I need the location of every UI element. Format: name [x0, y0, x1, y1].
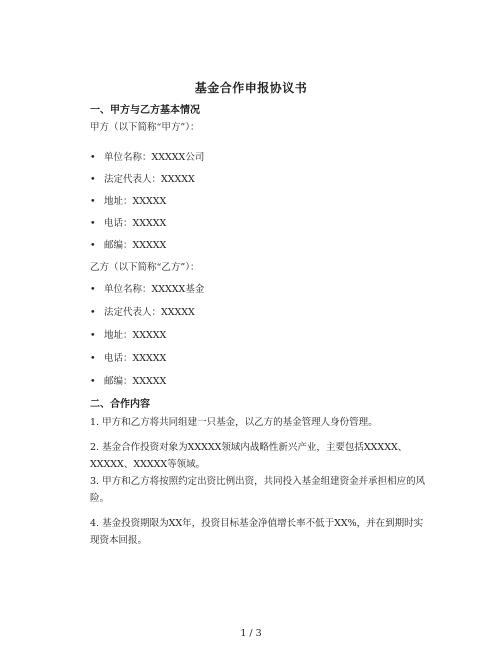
- cooperation-item-2: 2. 基金合作投资对象为XXXXX领域内战略性新兴产业，主要包括XXXXX、XXXXX、XXXXX等领域。: [90, 442, 408, 470]
- cooperation-item-1: 1. 甲方和乙方将共同组建一只基金，以乙方的基金管理人身份管理。: [90, 417, 378, 428]
- list-item: • 电话：XXXXX: [90, 353, 167, 364]
- list-item: • 单位名称：XXXXX公司: [90, 152, 205, 163]
- document-title: 基金合作申报协议书: [194, 81, 308, 95]
- list-item: • 电话：XXXXX: [90, 218, 167, 229]
- section-heading-basic-info: 一、甲方与乙方基本情况: [90, 105, 200, 116]
- party-b-address: 地址：XXXXX: [104, 330, 167, 341]
- section-heading-cooperation: 二、合作内容: [90, 399, 150, 410]
- list-item: • 地址：XXXXX: [90, 330, 167, 341]
- party-a-intro: 甲方（以下简称“甲方”）：: [90, 122, 200, 133]
- party-b-representative: 法定代表人：XXXXX: [104, 307, 195, 318]
- list-item: • 地址：XXXXX: [90, 196, 167, 207]
- list-item: • 法定代表人：XXXXX: [90, 174, 195, 185]
- list-item: • 邮编：XXXXX: [90, 376, 167, 387]
- party-b-postcode: 邮编：XXXXX: [104, 376, 167, 387]
- list-item: • 法定代表人：XXXXX: [90, 307, 195, 318]
- cooperation-item-3: 3. 甲方和乙方将按照约定出资比例出资，共同投入基金组建资金并承担相应的风险。: [90, 476, 426, 504]
- party-a-name: 单位名称：XXXXX公司: [104, 152, 205, 163]
- party-a-postcode: 邮编：XXXXX: [104, 240, 167, 251]
- list-item: • 邮编：XXXXX: [90, 240, 167, 251]
- list-item: • 单位名称：XXXXX基金: [90, 284, 205, 295]
- party-b-name: 单位名称：XXXXX基金: [104, 284, 205, 295]
- party-b-phone: 电话：XXXXX: [104, 353, 167, 364]
- party-a-phone: 电话：XXXXX: [104, 218, 167, 229]
- party-a-address: 地址：XXXXX: [104, 196, 167, 207]
- cooperation-item-4: 4. 基金投资期限为XX年，投资目标基金净值增长率不低于XX%，并在到期时实现资本回报。: [90, 518, 424, 546]
- page-number: 1 / 3: [240, 628, 262, 639]
- party-a-representative: 法定代表人：XXXXX: [104, 174, 195, 185]
- party-b-intro: 乙方（以下简称“乙方”）：: [90, 262, 200, 273]
